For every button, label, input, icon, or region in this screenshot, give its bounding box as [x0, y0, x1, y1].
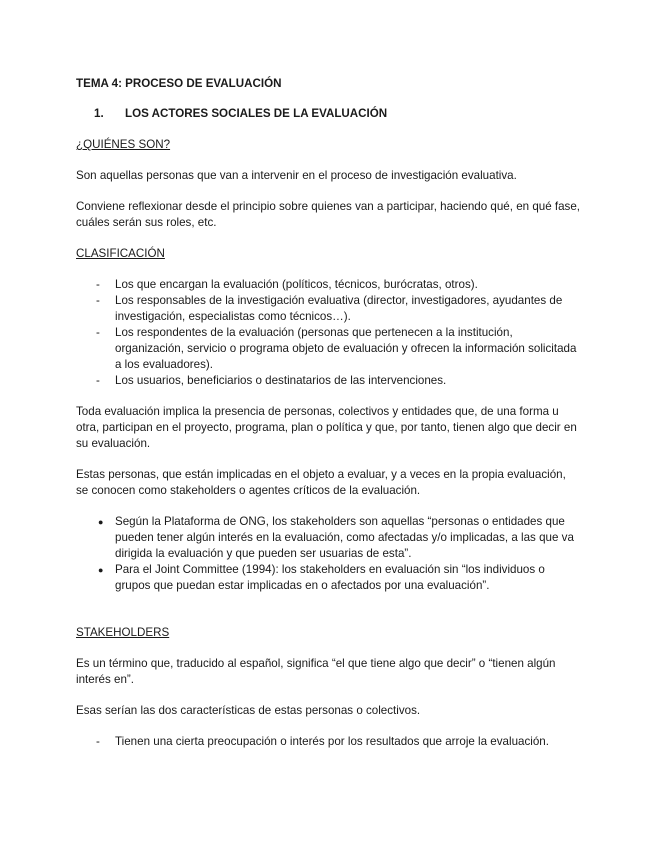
clasificacion-list: [76, 277, 581, 389]
paragraph-presencia: Toda evaluación implica la presencia de personas, colectivos y entidades que, de una forma u otra, participan en el proyecto, programa, plan o política y que, por tanto, tienen algo que decir en su evaluación.: [76, 405, 577, 450]
bullet-marker: ●: [98, 565, 104, 575]
spacer: [76, 609, 581, 625]
paragraph-stakeholders-intro: Estas personas, que están implicadas en el objeto a evaluar, y a veces en la propia evaluación, se conocen como stakeholders o agentes críticos de la evaluación.: [76, 468, 566, 497]
section-title: LOS ACTORES SOCIALES DE LA EVALUACIÓN: [125, 107, 388, 120]
document-title: TEMA 4: PROCESO DE EVALUACIÓN: [76, 77, 282, 90]
paragraph-termino: Es un término que, traducido al español, significa “el que tiene algo que decir” o “tienen algún interés en”.: [76, 657, 556, 686]
list-item: [76, 373, 581, 389]
dash-marker: -: [96, 735, 100, 748]
list-item: [76, 325, 581, 373]
list-item-text: Los usuarios, beneficiarios o destinatarios de las intervenciones.: [115, 374, 447, 387]
dash-marker: -: [96, 278, 100, 291]
paragraph-definition: Son aquellas personas que van a intervenir en el proceso de investigación evaluativa.: [76, 169, 517, 182]
list-item-text: Tienen una cierta preocupación o interés por los resultados que arroje la evaluación.: [115, 735, 549, 748]
dash-marker: -: [96, 294, 100, 307]
paragraph-reflexion: Conviene reflexionar desde el principio sobre quienes van a participar, haciendo qué, en qué fase, cuáles serán sus roles, etc.: [76, 200, 581, 229]
paragraph-caracteristicas: Esas serían las dos características de estas personas o colectivos.: [76, 704, 421, 717]
clasificacion-heading: CLASIFICACIÓN: [76, 247, 165, 260]
list-item-text: Los que encargan la evaluación (políticos, técnicos, burócratas, otros).: [115, 278, 478, 291]
list-item-text: Los responsables de la investigación evaluativa (director, investigadores, ayudantes de investigación, especialistas como técnicos…).: [115, 294, 563, 323]
dash-marker: -: [96, 374, 100, 387]
section-number: 1.: [94, 107, 104, 120]
list-item-text: Los respondentes de la evaluación (personas que pertenecen a la institución, organización, servicio o programa objeto de evaluación y ofrecen la información solicitada a los evaluadores).: [115, 326, 577, 371]
definitions-list: [76, 514, 581, 594]
stakeholders-heading: STAKEHOLDERS: [76, 626, 170, 639]
list-item: [76, 562, 581, 594]
list-item-text: Para el Joint Committee (1994): los stakeholders en evaluación sin “los individuos o grupos que puedan estar implicadas en o afectados por una evaluación”.: [115, 563, 545, 592]
caracteristicas-list: [76, 734, 581, 750]
list-item: [76, 277, 581, 293]
document-page: [76, 76, 581, 765]
list-item: [76, 293, 581, 325]
section-heading: [76, 106, 581, 122]
list-item: [76, 514, 581, 562]
list-item: [76, 734, 581, 750]
list-item-text: Según la Plataforma de ONG, los stakeholders son aquellas “personas o entidades que pueden tener algún interés en la evaluación, como afectadas y/o implicadas, a las que va dirigida la evaluación y que pueden ser usuarias de esta”.: [115, 515, 574, 560]
dash-marker: -: [96, 326, 100, 339]
bullet-marker: ●: [98, 517, 104, 527]
quienes-heading: ¿QUIÉNES SON?: [76, 138, 171, 151]
